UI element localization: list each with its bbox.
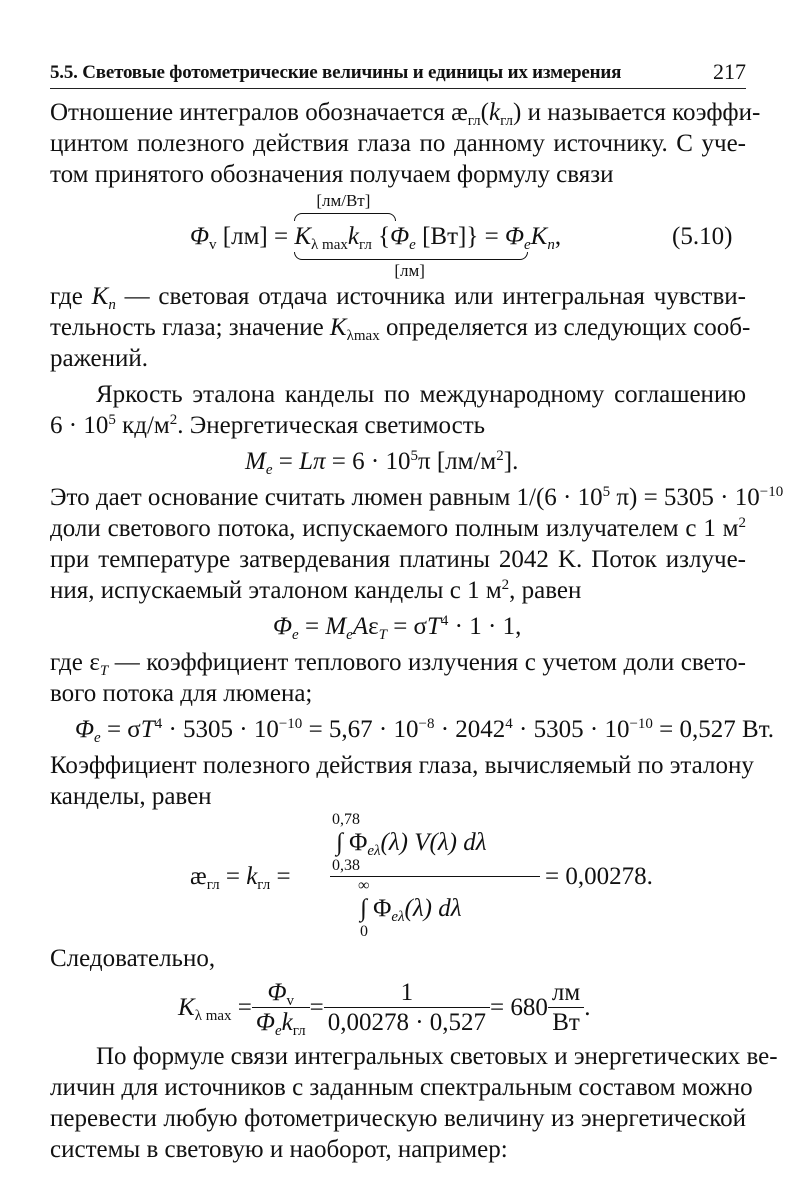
- paragraph-line: $6 \cdot 10^5$ $кд/м^2$. Энергетическая светимость: [50, 412, 486, 439]
- paragraph-line: ражений.: [50, 345, 149, 372]
- equation-flux: $\Phi_e = M_eA\varepsilon_T = \sigma T^4 \cdot 1 \cdot 1$,: [273, 613, 522, 643]
- lower-limit-zero: 0: [360, 923, 368, 940]
- upper-limit: 0,78: [332, 811, 360, 828]
- paragraph-line: канделы, равен: [50, 783, 212, 810]
- equation-5-10: $\Phi_v$ [лм] = [лм/Вт] [лм] $K_{\lambda max}k_{гл}$ {$\Phi_e$ $[Вт]\} = \Phi_eK_n$,: [190, 191, 562, 280]
- upper-limit-infinity: ∞: [358, 877, 370, 894]
- paragraph-line: личин для источников с заданным спектральным составом можно: [50, 1074, 753, 1101]
- underbrace: [294, 252, 528, 260]
- paragraph-line: где $\varepsilon_T$ — коэффициент теплового излучения с учетом доли свето-: [50, 649, 746, 679]
- paragraph-line: ния, испускаемый эталоном канделы с 1 $м^2$, равен: [50, 577, 582, 604]
- paragraph-line: при температуре затвердевания платины 2042 K. Поток излуче-: [50, 546, 746, 573]
- paragraph-line: Это дает основание считать люмен равным $1/(6 \cdot 10^5$ $\pi) = 5305 \cdot 10^{-10}$: [50, 484, 784, 511]
- paragraph-line: где $K_n$ — световая отдача источника или интегральная чувстви-: [50, 283, 746, 313]
- paragraph-line: том принятого обозначения получаем формулу связи: [50, 161, 614, 188]
- integral-denominator: ∫ $\Phi_{e\lambda}(\lambda)$ dλ: [360, 895, 462, 925]
- paragraph-line: Яркость эталона канделы по международному соглашению: [96, 381, 746, 408]
- equation-number: (5.10): [672, 223, 733, 250]
- equation-max-efficacy: $K_{\lambda max}$ = $\frac{\Phi_v}{\Phi_ek_{гл}}$ = $\frac{1}{0,00278 \cdot 0,527}$ = 680 $\frac{лм}{Вт}$ .: [178, 978, 591, 1039]
- paragraph-line: Отношение интегралов обозначается $æ_{гл}(k_{гл})$ и называется коэффи-: [50, 99, 761, 129]
- paragraph-line: Следовательно,: [50, 945, 216, 972]
- paragraph-line: Коэффициент полезного действия глаза, вычисляемый по эталону: [50, 752, 754, 779]
- equation-flux-calc: $\Phi_e = \sigma T^4 \cdot 5305 \cdot 10^{-10} = 5,67 \cdot 10^{-8} \cdot 2042^4 \cdot 5305 \cdot 10^{-10} = 0,527$ Вт.: [75, 716, 774, 746]
- header-title: 5.5. Световые фотометрические величины и единицы их измерения: [50, 62, 622, 83]
- efficiency-result: = 0,00278.: [545, 863, 653, 890]
- paragraph-line: По формуле связи интегральных световых и энергетических ве-: [96, 1043, 778, 1070]
- integral-numerator: ∫ $\Phi_{e\lambda}(\lambda)$ V(λ) dλ: [336, 829, 487, 859]
- page-number: 217: [713, 59, 746, 84]
- running-header: [50, 58, 746, 89]
- efficiency-lhs: $æ_{гл} = k_{гл}$ =: [190, 863, 291, 893]
- paragraph-line: доли светового потока, испускаемого полным излучателем с 1 $м^2$: [50, 515, 746, 542]
- paragraph-line: цинтом полезного действия глаза по данному источнику. С уче-: [50, 130, 746, 157]
- lower-limit: 0,38: [332, 857, 360, 874]
- paragraph-line: вого потока для люмена;: [50, 680, 313, 707]
- paragraph-line: перевести любую фотометрическую величину из энергетической: [50, 1105, 746, 1132]
- brace-top-label: [лм/Вт]: [316, 191, 371, 210]
- equation-luminous-exitance: $M_e = L\pi = 6 \cdot 10^5\pi$ $[лм/м^2]$.: [245, 448, 519, 478]
- paragraph-line: тельность глаза; значение $K_{\lambda max}$ определяется из следующих сооб-: [50, 314, 751, 344]
- overbrace: [294, 213, 396, 221]
- paragraph-line: системы в световую и наоборот, например:: [50, 1136, 508, 1163]
- brace-bottom-label: [лм]: [394, 261, 425, 280]
